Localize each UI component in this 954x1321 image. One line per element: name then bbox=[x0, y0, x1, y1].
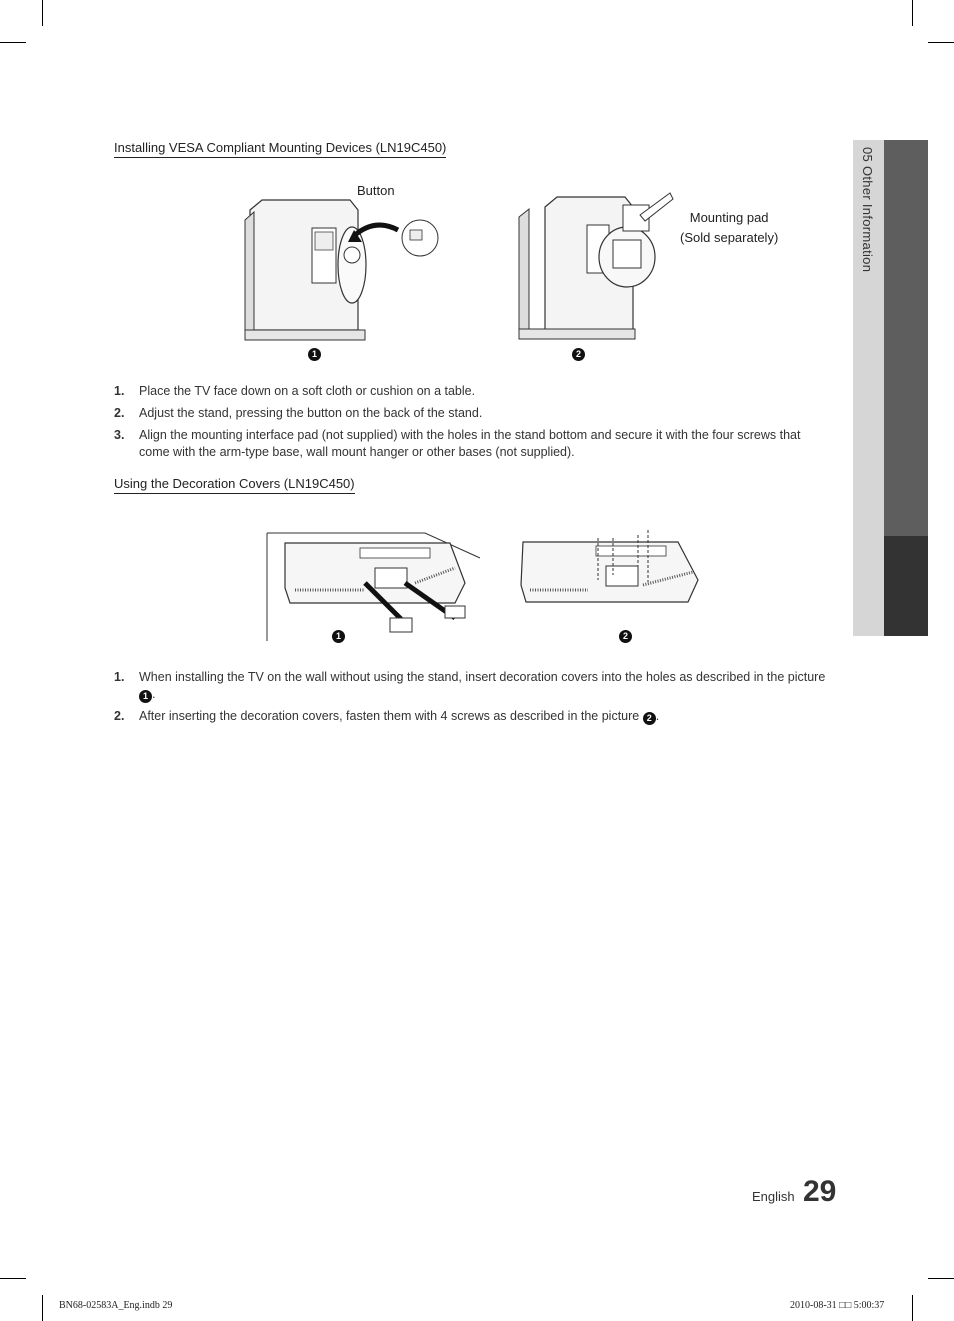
decoration-steps-list bbox=[114, 669, 828, 730]
figure-mark-1: 1 bbox=[308, 343, 321, 361]
page-number: 29 bbox=[803, 1175, 837, 1208]
list-item: 2. Adjust the stand, pressing the button on the back of the stand. bbox=[114, 406, 483, 420]
list-item: 1. Place the TV face down on a soft cloth or cushion on a table. bbox=[114, 384, 476, 398]
callout-mounting-pad-line1: Mounting pad bbox=[689, 210, 769, 225]
section-title-decoration: Using the Decoration Covers (LN19C450) bbox=[114, 476, 355, 494]
crop-mark bbox=[0, 1278, 26, 1279]
chapter-label: 05 Other Information bbox=[860, 147, 875, 273]
figure-mark-2: 2 bbox=[572, 343, 585, 361]
figure-mark-3: 1 bbox=[332, 625, 345, 643]
figure-insert-covers bbox=[265, 528, 485, 643]
crop-mark bbox=[912, 0, 913, 26]
figure-stand-button bbox=[240, 190, 440, 345]
callout-mounting-pad bbox=[680, 208, 778, 248]
section-title-vesa: Installing VESA Compliant Mounting Devices (LN19C450) bbox=[114, 140, 446, 158]
chapter-tab-dark bbox=[884, 536, 928, 636]
chapter-tab-mid bbox=[884, 140, 928, 536]
list-item: 2. After inserting the decoration covers, fasten them with 4 screws as described in the picture 2 . bbox=[114, 709, 660, 723]
crop-mark bbox=[928, 42, 954, 43]
figure-mounting-pad bbox=[515, 185, 675, 345]
callout-button: Button bbox=[357, 183, 395, 198]
crop-mark bbox=[42, 1295, 43, 1321]
figure-fasten-screws bbox=[518, 530, 703, 610]
footer-language: English bbox=[752, 1189, 795, 1204]
list-item: 3. Align the mounting interface pad (not supplied) with the holes in the stand bottom and secure it with the four screws that come with the arm-type base, wall mount hanger or other bases (not supplied). bbox=[114, 428, 801, 459]
crop-mark bbox=[0, 42, 26, 43]
print-file-info: BN68-02583A_Eng.indb 29 bbox=[59, 1300, 173, 1311]
list-item: 1. When installing the TV on the wall without using the stand, insert decoration covers into the holes as described in the picture 1 . bbox=[114, 670, 826, 701]
crop-mark bbox=[912, 1295, 913, 1321]
inline-figure-mark-1: 1 bbox=[139, 690, 152, 703]
crop-mark bbox=[42, 0, 43, 26]
print-date-info: 2010-08-31 □□ 5:00:37 bbox=[790, 1300, 885, 1311]
figure-mark-4: 2 bbox=[619, 625, 632, 643]
inline-figure-mark-2: 2 bbox=[643, 712, 656, 725]
crop-mark bbox=[928, 1278, 954, 1279]
callout-mounting-pad-line2: (Sold separately) bbox=[680, 230, 779, 245]
vesa-steps-list bbox=[114, 383, 828, 466]
